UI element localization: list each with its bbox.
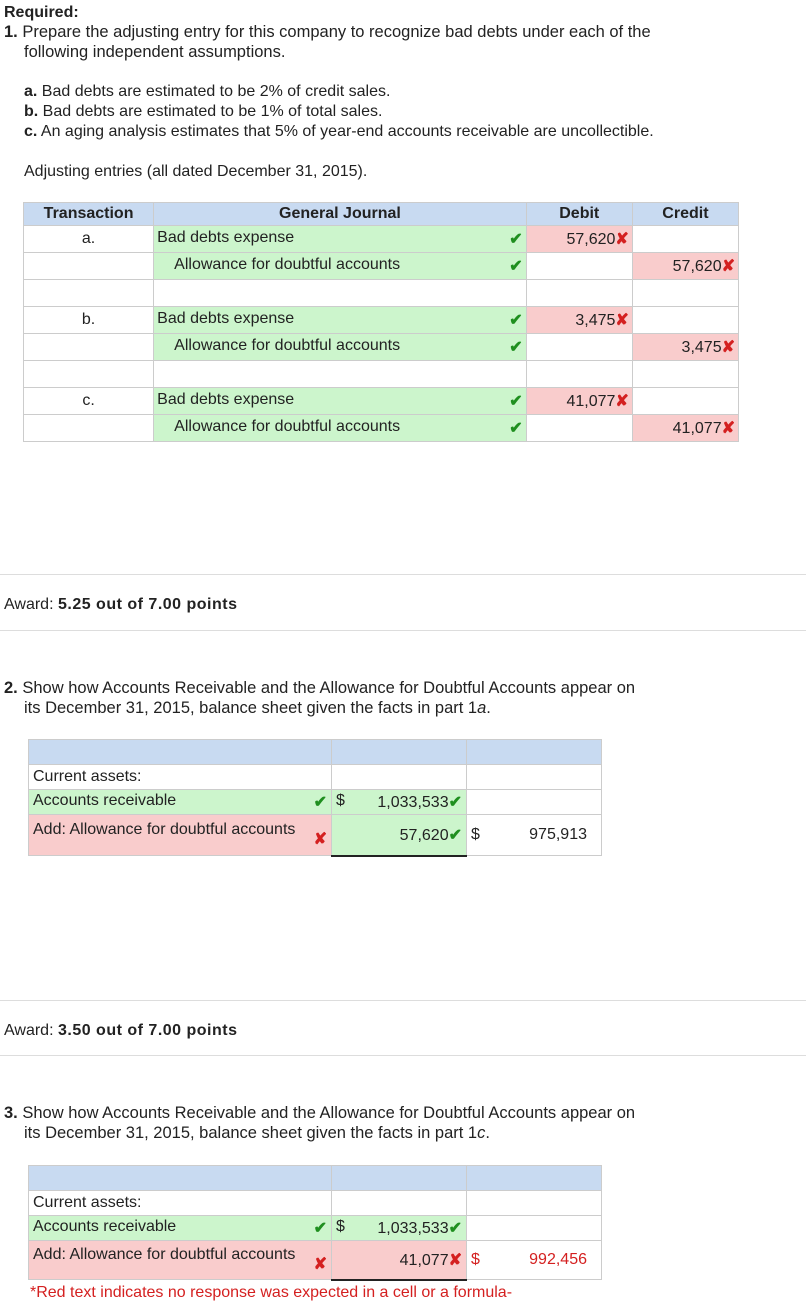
journal-row — [24, 388, 739, 415]
divider — [0, 1055, 806, 1056]
ar-value-cell[interactable]: $ 1,033,533✔ — [332, 1216, 467, 1241]
cross-icon: ✘ — [313, 831, 327, 848]
divider — [0, 574, 806, 575]
footnote: *Red text indicates no response was expected in a cell or a formula- — [30, 1284, 513, 1301]
credit-cell[interactable] — [632, 226, 738, 253]
question-text-line2: following independent assumptions. — [24, 43, 286, 61]
transaction-cell[interactable]: b. — [24, 307, 154, 334]
check-icon: ✔ — [509, 231, 523, 248]
check-icon: ✔ — [448, 794, 462, 811]
credit-cell[interactable] — [632, 307, 738, 334]
credit-cell[interactable]: 3,475✘ — [632, 334, 738, 361]
debit-cell[interactable] — [526, 253, 632, 280]
col-general-journal: General Journal — [154, 203, 527, 226]
bs-row — [29, 1241, 602, 1280]
bs-row — [29, 765, 602, 790]
account-cell[interactable]: Bad debts expense ✔ — [154, 226, 527, 253]
adjusting-note: Adjusting entries (all dated December 31, 2015). — [24, 163, 368, 180]
bs-row — [29, 1216, 602, 1241]
account-cell[interactable]: Bad debts expense ✔ — [154, 388, 527, 415]
debit-cell[interactable]: 3,475✘ — [526, 307, 632, 334]
transaction-cell[interactable]: c. — [24, 388, 154, 415]
cross-icon: ✘ — [721, 420, 735, 437]
transaction-cell[interactable] — [24, 334, 154, 361]
account-cell[interactable]: Allowance for doubtful accounts ✔ — [154, 334, 527, 361]
transaction-cell[interactable] — [24, 415, 154, 442]
check-icon: ✔ — [509, 312, 523, 329]
check-icon: ✔ — [448, 1220, 462, 1237]
credit-cell[interactable] — [632, 388, 738, 415]
award-score: 3.50 out of 7.00 points — [57, 1022, 238, 1039]
question-2: 2. Show how Accounts Receivable and the Allowance for Doubtful Accounts appear on its December 31, 2015, balance sheet given the facts in part 1a. — [4, 679, 636, 717]
col-credit: Credit — [632, 203, 738, 226]
transaction-cell[interactable] — [24, 253, 154, 280]
general-journal-table — [23, 202, 739, 442]
net-value-cell[interactable]: $ 975,913 — [467, 815, 602, 856]
journal-row — [24, 415, 739, 442]
col-transaction: Transaction — [24, 203, 154, 226]
award-1: Award: 5.25 out of 7.00 points — [4, 596, 238, 613]
journal-row-blank — [24, 361, 739, 388]
debit-cell[interactable] — [526, 415, 632, 442]
col-debit: Debit — [526, 203, 632, 226]
allowance-value-cell[interactable]: 57,620✔ — [332, 815, 467, 856]
journal-row — [24, 226, 739, 253]
journal-row — [24, 307, 739, 334]
journal-row — [24, 253, 739, 280]
journal-header-row — [24, 203, 739, 226]
divider — [0, 1000, 806, 1001]
check-icon: ✔ — [313, 794, 327, 811]
net-value-cell[interactable]: $ 992,456 — [467, 1241, 602, 1280]
cross-icon: ✘ — [313, 1256, 327, 1273]
bs-header-row — [29, 740, 602, 765]
cross-icon: ✘ — [615, 393, 629, 410]
check-icon: ✔ — [509, 420, 523, 437]
question-1 — [4, 22, 651, 62]
question-3: 3. Show how Accounts Receivable and the Allowance for Doubtful Accounts appear on its December 31, 2015, balance sheet given the facts in part 1c. — [4, 1104, 636, 1142]
assumption-a: a. Bad debts are estimated to be 2% of credit sales. — [24, 83, 391, 100]
debit-cell[interactable] — [526, 334, 632, 361]
balance-sheet-table-1 — [28, 739, 602, 857]
check-icon: ✔ — [509, 339, 523, 356]
ar-label-cell[interactable]: Accounts receivable ✔ — [29, 790, 332, 815]
account-cell[interactable]: Bad debts expense ✔ — [154, 307, 527, 334]
check-icon: ✔ — [509, 258, 523, 275]
balance-sheet-table-2 — [28, 1165, 602, 1281]
journal-row-blank — [24, 280, 739, 307]
ar-value-cell[interactable]: $ 1,033,533✔ — [332, 790, 467, 815]
current-assets-label[interactable]: Current assets: — [29, 1191, 332, 1216]
ar-label-cell[interactable]: Accounts receivable ✔ — [29, 1216, 332, 1241]
journal-row — [24, 334, 739, 361]
cross-icon: ✘ — [615, 312, 629, 329]
check-icon: ✔ — [448, 826, 462, 844]
assumption-b: b. Bad debts are estimated to be 1% of total sales. — [24, 103, 383, 120]
award-2: Award: 3.50 out of 7.00 points — [4, 1022, 238, 1039]
required-heading: Required: — [4, 4, 79, 21]
cross-icon: ✘ — [448, 1251, 462, 1269]
bs-row — [29, 1191, 602, 1216]
allowance-value-cell[interactable]: 41,077✘ — [332, 1241, 467, 1280]
credit-cell[interactable]: 57,620✘ — [632, 253, 738, 280]
account-cell[interactable]: Allowance for doubtful accounts ✔ — [154, 415, 527, 442]
account-cell[interactable]: Allowance for doubtful accounts ✔ — [154, 253, 527, 280]
divider — [0, 630, 806, 631]
debit-cell[interactable]: 41,077✘ — [526, 388, 632, 415]
bs-header-row — [29, 1166, 602, 1191]
question-number: 1. — [4, 23, 18, 41]
cross-icon: ✘ — [615, 231, 629, 248]
credit-cell[interactable]: 41,077✘ — [632, 415, 738, 442]
current-assets-label[interactable]: Current assets: — [29, 765, 332, 790]
transaction-cell[interactable]: a. — [24, 226, 154, 253]
check-icon: ✔ — [313, 1220, 327, 1237]
allowance-label-cell[interactable]: Add: Allowance for doubtful accounts ✘ — [29, 815, 332, 856]
check-icon: ✔ — [509, 393, 523, 410]
cross-icon: ✘ — [721, 258, 735, 275]
award-score: 5.25 out of 7.00 points — [57, 596, 238, 613]
assumption-list — [24, 82, 654, 142]
debit-cell[interactable]: 57,620✘ — [526, 226, 632, 253]
bs-row — [29, 790, 602, 815]
question-text-line1: Prepare the adjusting entry for this company to recognize bad debts under each of the — [22, 23, 651, 41]
assumption-c: c. An aging analysis estimates that 5% of year-end accounts receivable are uncollectible. — [24, 123, 654, 140]
allowance-label-cell[interactable]: Add: Allowance for doubtful accounts ✘ — [29, 1241, 332, 1280]
bs-row — [29, 815, 602, 856]
cross-icon: ✘ — [721, 339, 735, 356]
